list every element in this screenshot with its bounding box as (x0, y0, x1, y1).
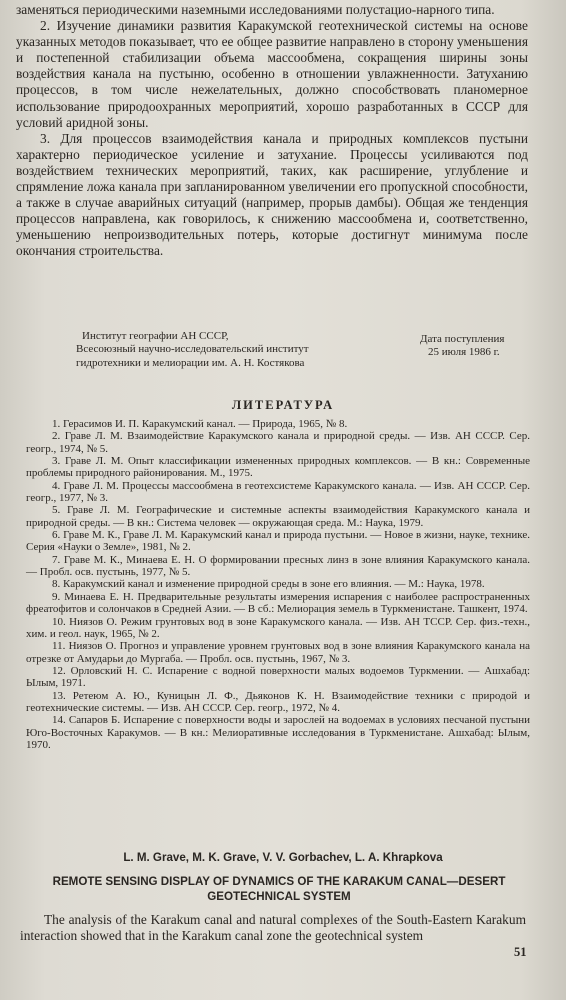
reference-item: 7. Граве М. К., Минаева Е. Н. О формировании пресных линз в зоне влияния Каракумского канала. — Пробл. осв. пустынь, 1977, № 5. (26, 553, 530, 579)
reference-list (26, 418, 530, 751)
affiliation-line: гидротехники и мелиорации им. А. Н. Костякова (76, 356, 305, 369)
reference-item: 13. Ретеюм А. Ю., Куницын Л. Ф., Дьяконов К. Н. Взаимодействие техники с природой и геотехнические системы. — Изв. АН СССР. Сер. геогр., 1972, № 4. (26, 689, 530, 714)
literature-heading: ЛИТЕРАТУРА (231, 398, 335, 412)
affiliation-line: Всесоюзный научно-исследовательский институт (76, 343, 309, 356)
reference-item: 6. Граве М. К., Граве Л. М. Каракумский канал и природа пустыни. — Новое в жизни, науке, технике. Серия «Науки о Земле», 1981, № 2. (26, 529, 530, 554)
article-conclusion (16, 2, 528, 260)
reference-item: 2. Граве Л. М. Взаимодействие Каракумского канала и природной среды. — Изв. АН СССР. Сер. геогр., 1974, № 5. (26, 430, 530, 455)
reference-item: 12. Орловский Н. С. Испарение с водной поверхности малых водоемов Туркмении. — Ашхабад: Ылым, 1971. (26, 664, 530, 690)
reference-item: 1. Герасимов И. П. Каракумский канал. — Природа, 1965, № 8. (52, 418, 348, 430)
reference-item: 4. Граве Л. М. Процессы массообмена в геотехсистеме Каракумского канала. — Изв. АН СССР. Сер. геогр., 1977, № 3. (26, 479, 530, 505)
reference-item: 11. Ниязов О. Прогноз и управление уровнем грунтовых вод в зоне влияния Каракумского канала на отрезке от Амударьи до Мургаба. — Пробл. осв. пустынь, 1967, № 3. (26, 640, 530, 665)
reference-item: 9. Минаева Е. Н. Предварительные результаты измерения испарения с наиболее распространенных фреатофитов и солончаков в Средней Азии. — В сб.: Мелиорация земель в Туркменистане. Ташкент, 1974. (26, 590, 530, 616)
affiliation-block (76, 330, 336, 370)
reference-item: 5. Граве Л. М. Географические и системные аспекты взаимодействия Каракумского канала и природной среды. — В кн.: Система человек — окружающая среда. М.: Наука, 1979. (26, 504, 530, 529)
reference-item: 14. Сапаров Б. Испарение с поверхности воды и зарослей на водоемах в условиях песчаной пустыни Юго-Восточных Каракумов. — В кн.: Мелиоративные исследования в Туркменистане. Ашхабад: Ылым, 1970. (26, 714, 530, 751)
english-abstract (20, 912, 526, 944)
received-date-block (420, 333, 530, 360)
abstract-text: The analysis of the Karakum canal and natural complexes of the South-Eastern Karakum interaction showed that in the Karakum canal zone the geotechnical system (20, 912, 526, 943)
reference-item: 10. Ниязов О. Режим грунтовых вод в зоне Каракумского канала. — Изв. АН ТССР. Сер. физ.-техн., хим. и геол. наук, 1965, № 2. (26, 615, 530, 640)
english-title: REMOTE SENSING DISPLAY OF DYNAMICS OF THE KARAKUM CANAL—DESERT GEOTECHNICAL SYSTEM (52, 875, 506, 903)
reference-item: 3. Граве Л. М. Опыт классификации измененных природных комплексов. — В кн.: Современные проблемы природного районирования. М., 1975. (26, 455, 530, 480)
received-label: Дата поступления (420, 333, 505, 345)
reference-item: 8. Каракумский канал и изменение природной среды в зоне его влияния. — М.: Наука, 1978. (52, 578, 485, 591)
body-paragraph: заменяться периодическими наземными исследованиями полустацио-нарного типа. (16, 2, 495, 17)
page-number: 51 (514, 945, 527, 959)
affiliation-line: Институт географии АН СССР, (82, 330, 229, 342)
english-authors: L. M. Grave, M. K. Grave, V. V. Gorbachev, L. A. Khrapkova (123, 851, 443, 864)
body-paragraph: 2. Изучение динамики развития Каракумской геотехнической системы на основе указанных методов показывает, что ее общее развитие направлено в сторону уменьшения и постепенной стабилизации объема массообмена, сокращения ширины зоны воздействия канала на пустыню, особенно в отношении увлажненности. Затуханию процессов, в том числе нежелательных, должно способствовать планомерное использование природоохранных мероприятий, хорошо разработанных в СССР для условий аридной зоны. (16, 18, 528, 130)
received-date: 25 июля 1986 г. (428, 346, 500, 359)
body-paragraph: 3. Для процессов взаимодействия канала и природных комплексов пустыни характерно периодическое усиление и затухание. Процессы усиливаются под воздействием технических мероприятий, таких, как расширение, углубление и спрямление ложа канала при запланированном увеличении его пропускной способности, а также в случае аварийных ситуаций (например, прорыв дамбы). Общая же тенденция процессов направлена, как говорилось, к снижению массообмена и, соответственно, уменьшению непроизводительных потерь, которые достигнут минимума после окончания строительства. (16, 130, 528, 259)
